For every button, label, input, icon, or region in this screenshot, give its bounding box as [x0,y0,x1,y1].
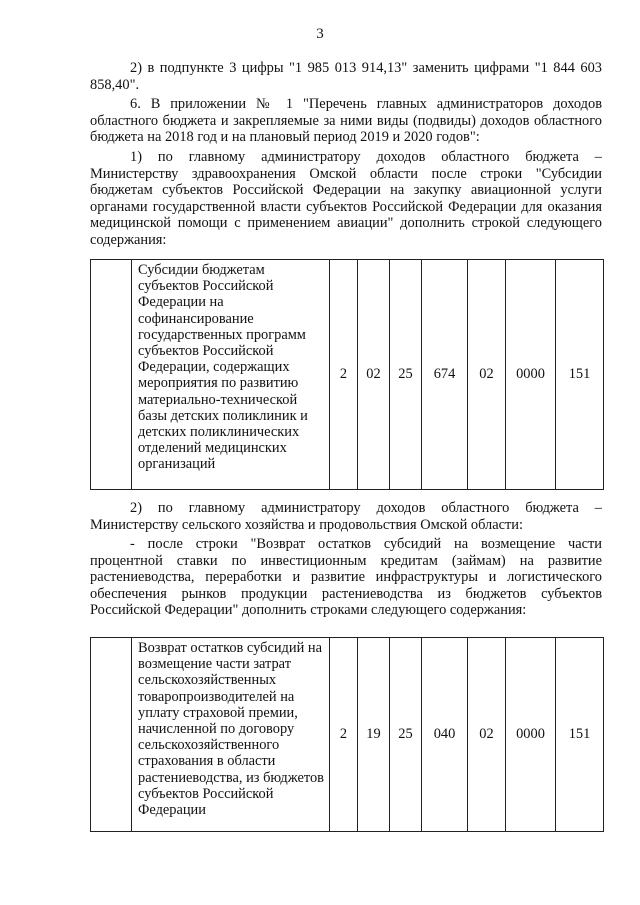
table-cell-blank [91,638,132,832]
page-number: 3 [316,26,324,42]
code-cell-economic: 151 [556,260,604,490]
revenue-table-health [90,259,604,490]
code-cell-economic: 151 [556,638,604,832]
paragraph-after-row: - после строки "Возврат остатков субсидий на возмещение части процентной ставки по инвестиционным кредитам (займам) на развитие растениеводства, переработки и развитие инфраструктуры и логистического обеспечения рынков продукции растениеводства из бюджетов субъектов Российской Федерации" дополнить строками следующего содержания: [90,536,602,619]
table-cell-blank [91,260,132,490]
paragraph-health-ministry: 1) по главному администратору доходов областного бюджета – Министерству здравоохранения Омской области после строки "Субсидии бюджетам субъектов Российской Федерации на закупку авиационной услуги органами государственной власти субъектов Российской Федерации для оказания медицинской помощи с применением авиации" дополнить строкой следующего содержания: [90,149,602,248]
code-cell-subgroup: 19 [358,638,390,832]
code-cell-subarticle: 674 [422,260,468,490]
code-cell-group: 2 [330,638,358,832]
code-cell-article: 25 [390,260,422,490]
code-cell-group: 2 [330,260,358,490]
paragraph-agriculture-ministry: 2) по главному администратору доходов областного бюджета – Министерству сельского хозяйства и продовольствия Омской области: [90,500,602,533]
code-cell-element: 02 [468,260,506,490]
revenue-name-cell: Субсидии бюджетам субъектов Российской Федерации на софинансирование государственных программ субъектов Российской Федерации, содержащих мероприятия по развитию материально-технической базы детских поликлиник и детских поликлинических отделений медицинских организаций [132,260,330,490]
paragraph-item-6: 6. В приложении № 1 "Перечень главных администраторов доходов областного бюджета и закрепляемые за ними виды (подвиды) доходов областного бюджета на 2018 год и на плановый период 2019 и 2020 годов": [90,96,602,146]
table-row [91,638,604,832]
code-cell-subgroup: 02 [358,260,390,490]
revenue-table-agriculture [90,637,604,832]
code-cell-program: 0000 [506,638,556,832]
code-cell-subarticle: 040 [422,638,468,832]
revenue-name-cell: Возврат остатков субсидий на возмещение части затрат сельскохозяйственных товаропроизводителей на уплату страховой премии, начисленной по договору сельскохозяйственного страхования в области растениеводства, из бюджетов субъектов Российской Федерации [132,638,330,832]
table-row [91,260,604,490]
code-cell-program: 0000 [506,260,556,490]
code-cell-element: 02 [468,638,506,832]
paragraph-subpoint-2: 2) в подпункте 3 цифры "1 985 013 914,13" заменить цифрами "1 844 603 858,40". [90,60,602,93]
code-cell-article: 25 [390,638,422,832]
